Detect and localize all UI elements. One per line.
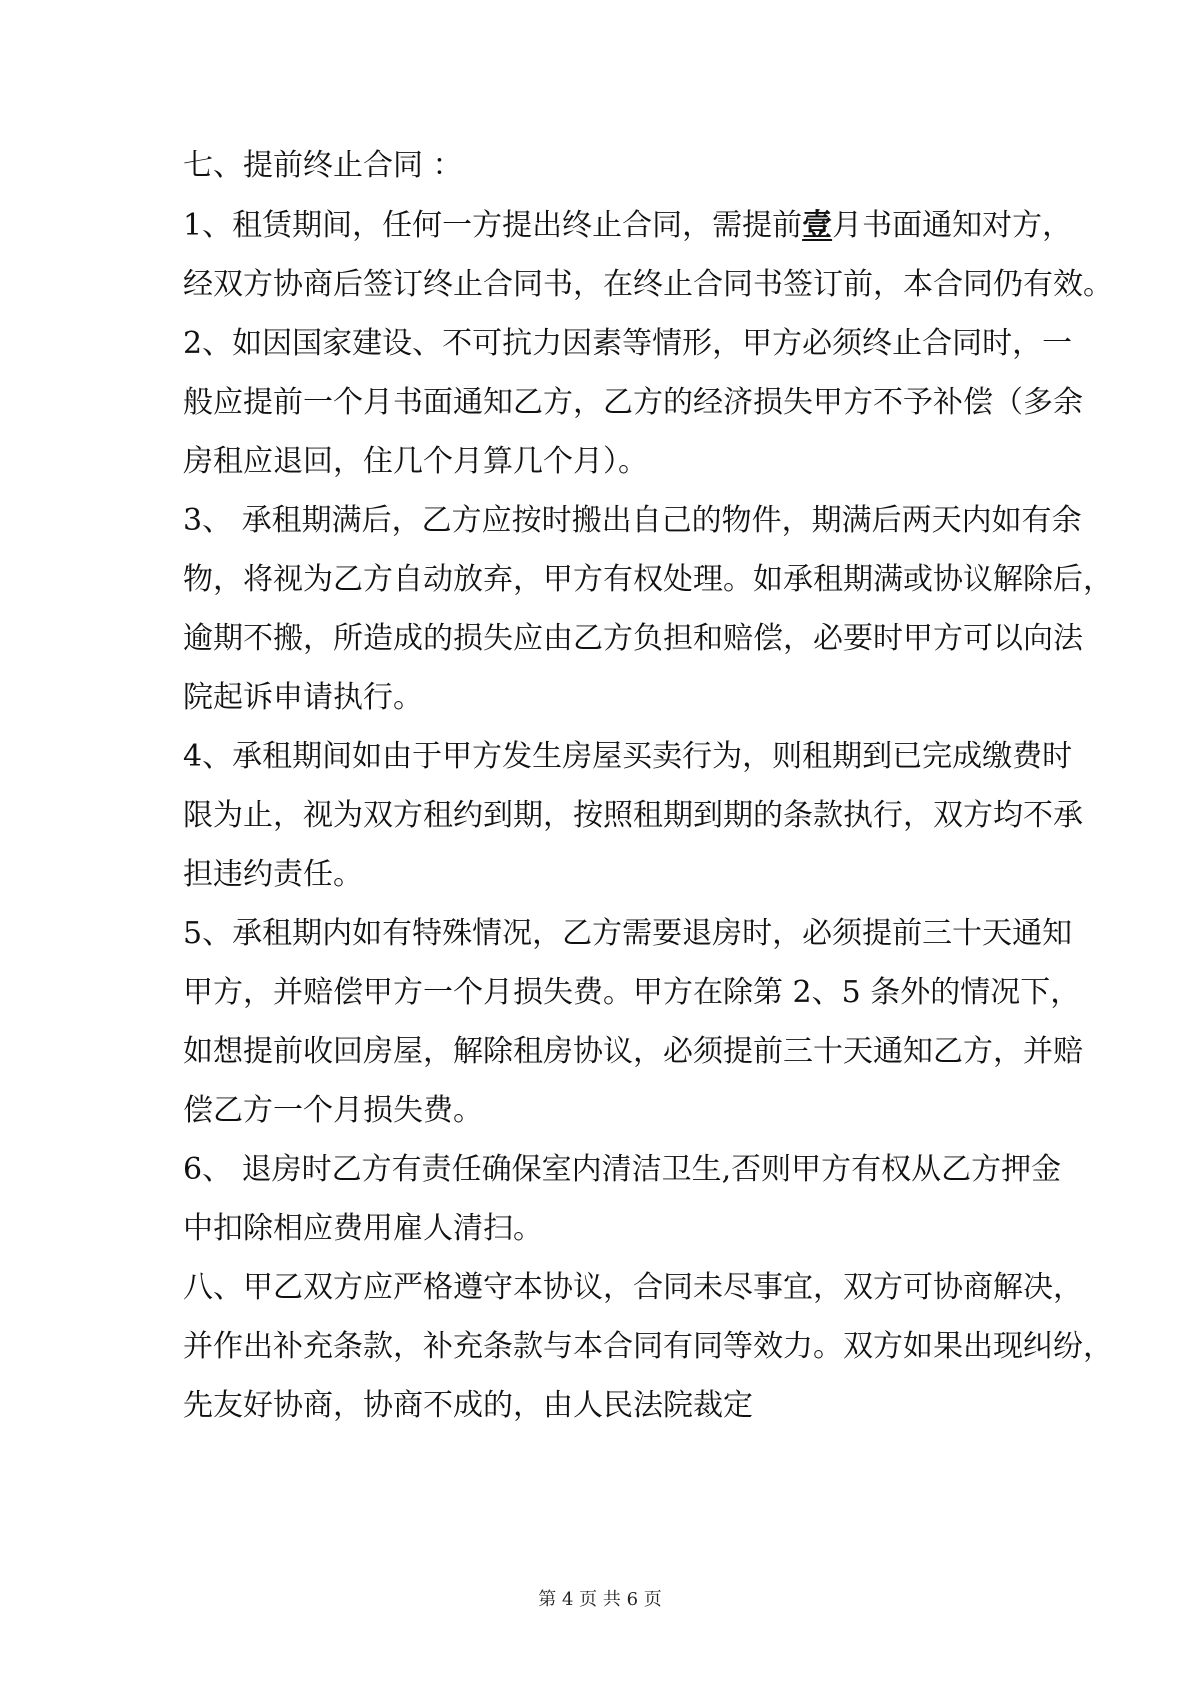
clause-6-line-2: 中扣除相应费用雇人清扫。	[183, 1211, 543, 1246]
clause-3-line-3: 逾期不搬，所造成的损失应由乙方负担和赔偿，必要时甲方可以向法	[183, 621, 1083, 656]
clause-2-line-1: 2、如因国家建设、不可抗力因素等情形，甲方必须终止合同时，一	[183, 326, 1073, 361]
clause-3-line-4: 院起诉申请执行。	[183, 680, 423, 715]
clause-4-line-1: 4、承租期间如由于甲方发生房屋买卖行为，则租期到已完成缴费时	[183, 739, 1073, 774]
clause-2-line-2: 般应提前一个月书面通知乙方，乙方的经济损失甲方不予补偿（多余	[183, 385, 1083, 420]
clause-2-line-3: 房租应退回，住几个月算几个月）。	[183, 444, 648, 479]
clause-1-line-1	[183, 206, 1073, 246]
page-number-footer: 第 4 页 共 6 页	[538, 1589, 662, 1610]
section-8-line-1: 八、甲乙双方应严格遵守本协议，合同未尽事宜，双方可协商解决，	[183, 1270, 1083, 1305]
underlined-month-count: 壹	[802, 208, 833, 243]
clause-1-text-start: 1、租赁期间，任何一方提出终止合同，需提前	[183, 208, 803, 243]
section-heading-early-termination: 七、提前终止合同 ：	[183, 148, 463, 183]
clause-3-line-2: 物，将视为乙方自动放弃，甲方有权处理。如承租期满或协议解除后，	[183, 562, 1113, 597]
clause-4-line-3: 担违约责任。	[183, 857, 363, 892]
clause-5-line-3: 如想提前收回房屋，解除租房协议，必须提前三十天通知乙方，并赔	[183, 1034, 1083, 1069]
clause-5-line-2: 甲方，并赔偿甲方一个月损失费。甲方在除第 2、5 条外的情况下，	[183, 975, 1081, 1010]
clause-3-line-1: 3、 承租期满后，乙方应按时搬出自己的物件，期满后两天内如有余	[183, 503, 1082, 538]
clause-1-line-2: 经双方协商后签订终止合同书，在终止合同书签订前，本合同仍有效。	[183, 267, 1113, 302]
clause-5-line-1: 5、承租期内如有特殊情况，乙方需要退房时，必须提前三十天通知	[183, 916, 1073, 951]
clause-1-text-end: 月书面通知对方，	[832, 208, 1073, 243]
clause-4-line-2: 限为止，视为双方租约到期，按照租期到期的条款执行，双方均不承	[183, 798, 1083, 833]
section-8-line-2: 并作出补充条款，补充条款与本合同有同等效力。双方如果出现纠纷，	[183, 1329, 1113, 1364]
clause-6-line-1: 6、 退房时乙方有责任确保室内清洁卫生,否则甲方有权从乙方押金	[183, 1152, 1062, 1187]
section-8-line-3: 先友好协商，协商不成的，由人民法院裁定	[183, 1388, 753, 1423]
clause-5-line-4: 偿乙方一个月损失费。	[183, 1093, 483, 1128]
